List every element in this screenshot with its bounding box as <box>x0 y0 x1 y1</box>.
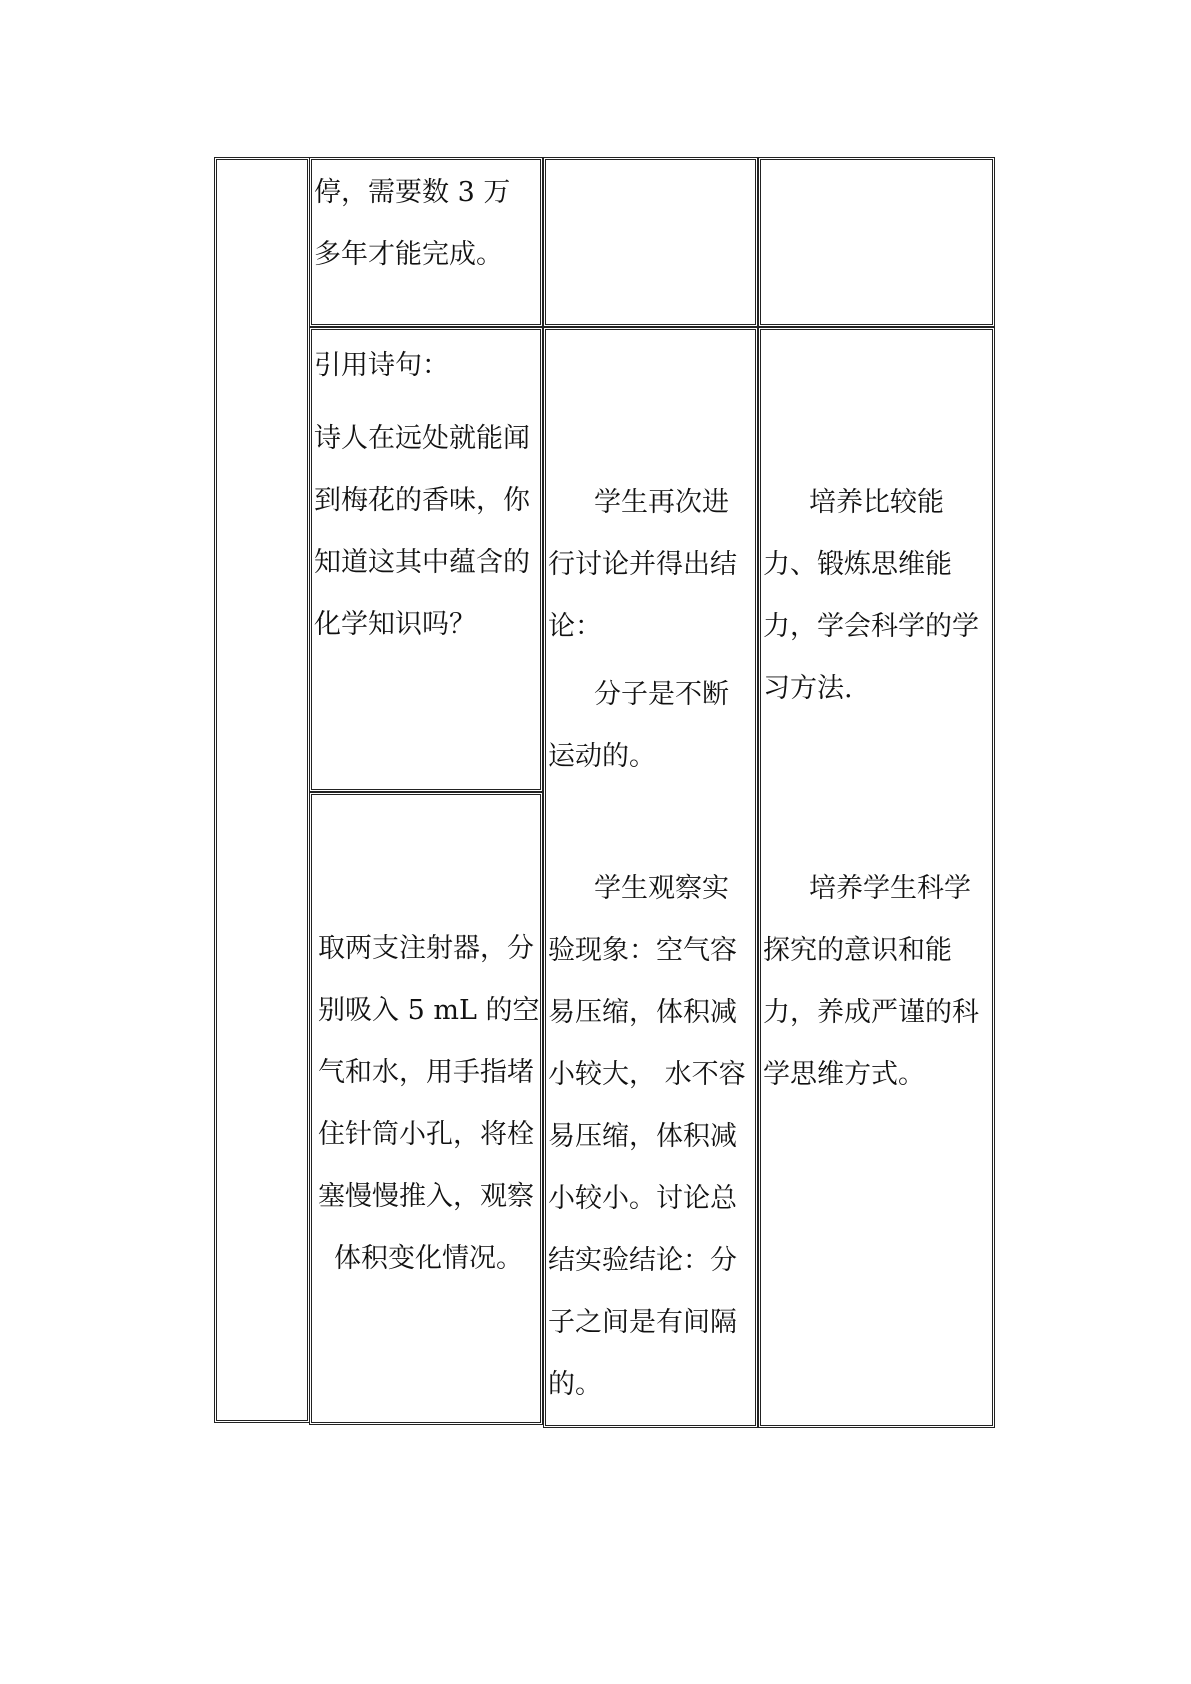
student-line: 结实验结论：分 <box>548 1245 737 1276</box>
student-cell-row1 <box>543 157 758 327</box>
activity-line: 引用诗句： <box>314 350 449 381</box>
student-line: 子之间是有间隔 <box>548 1307 737 1338</box>
activity-line: 别吸入 5 mL 的空 <box>318 995 540 1026</box>
student-line: 小较大， 水不容 <box>548 1059 746 1090</box>
activity-line: 住针筒小孔，将栓 <box>318 1119 534 1150</box>
intent-cell-merged <box>758 327 995 1428</box>
activity-line: 取两支注射器，分 <box>318 933 534 964</box>
intent-line: 力，学会科学的学 <box>763 611 979 642</box>
intent-cell-row1 <box>758 157 995 327</box>
student-line: 学生再次进 <box>594 487 729 518</box>
activity-line: 塞慢慢推入，观察 <box>318 1181 534 1212</box>
intent-line: 培养比较能 <box>809 487 944 518</box>
student-line: 行讨论并得出结 <box>548 549 737 580</box>
intent-line: 力，养成严谨的科 <box>763 997 979 1028</box>
student-line: 易压缩，体积减 <box>548 997 737 1028</box>
student-cell-merged <box>543 327 758 1428</box>
activity-cell-row3 <box>309 792 543 1425</box>
activity-line: 体积变化情况。 <box>334 1243 523 1274</box>
activity-cell-row1 <box>309 157 543 327</box>
activity-line: 多年才能完成。 <box>314 239 503 270</box>
student-line: 论： <box>548 611 602 642</box>
stage-column-cell <box>214 157 310 1423</box>
activity-line: 停，需要数 3 万 <box>314 177 511 208</box>
activity-line: 到梅花的香味，你 <box>314 485 530 516</box>
activity-line: 诗人在远处就能闻 <box>314 423 530 454</box>
activity-cell-row2 <box>309 327 543 792</box>
activity-line: 知道这其中蕴含的 <box>314 547 530 578</box>
intent-line: 力、锻炼思维能 <box>763 549 952 580</box>
student-line: 学生观察实 <box>594 873 729 904</box>
intent-line: 探究的意识和能 <box>763 935 952 966</box>
intent-line: 培养学生科学 <box>809 873 971 904</box>
intent-line: 学思维方式。 <box>763 1059 925 1090</box>
student-line: 小较小。讨论总 <box>548 1183 737 1214</box>
activity-line: 化学知识吗？ <box>314 609 476 640</box>
student-line: 验现象：空气容 <box>548 935 737 966</box>
activity-line: 气和水，用手指堵 <box>318 1057 534 1088</box>
student-line: 易压缩，体积减 <box>548 1121 737 1152</box>
student-line: 运动的。 <box>548 741 656 772</box>
student-line: 分子是不断 <box>594 679 729 710</box>
intent-line: 习方法. <box>763 673 853 704</box>
student-line: 的。 <box>548 1369 602 1400</box>
